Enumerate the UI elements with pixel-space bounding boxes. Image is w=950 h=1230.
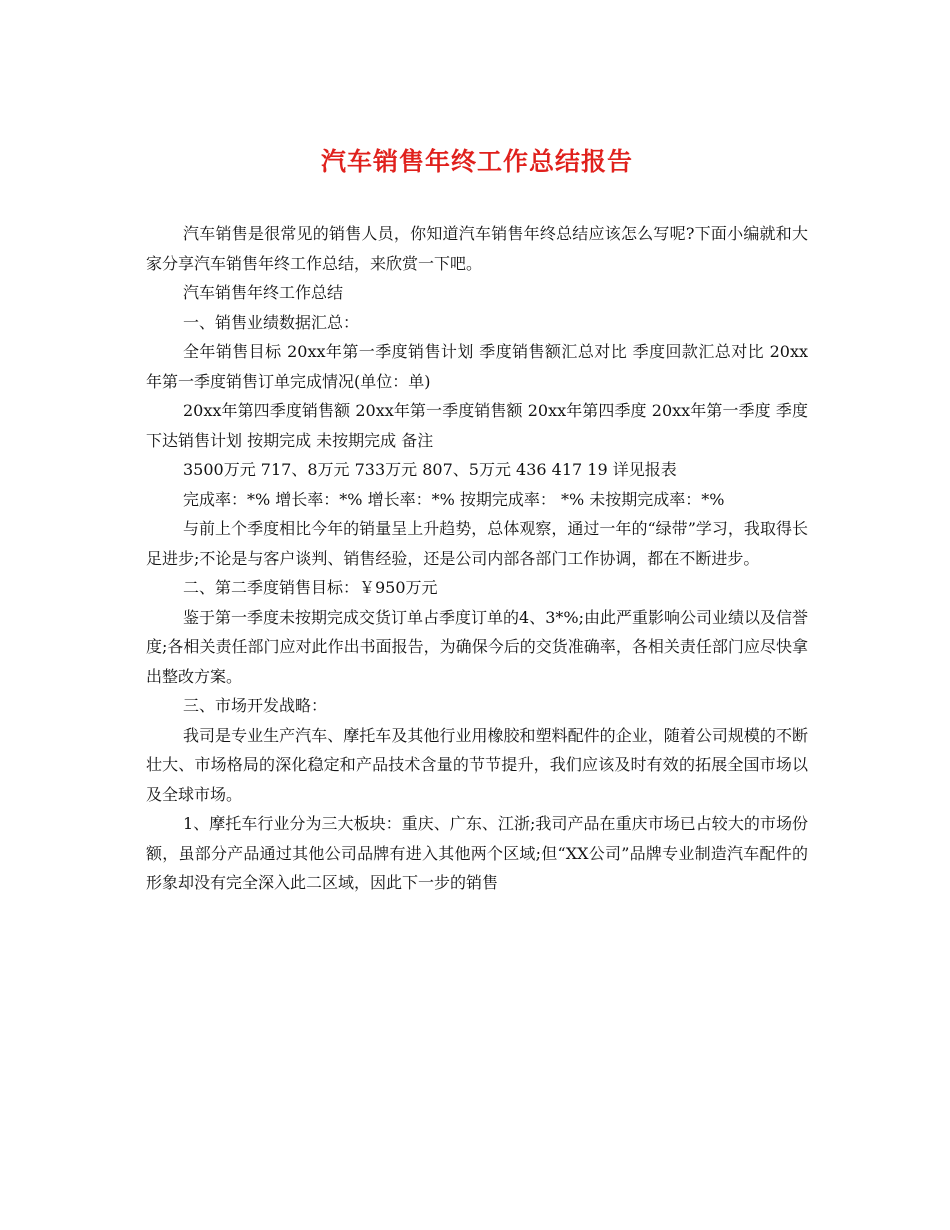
paragraph-table-header-2: 20xx年第四季度销售额 20xx年第一季度销售额 20xx年第四季度 20xx年第一季度 季度下达销售计划 按期完成 未按期完成 备注 <box>146 401 808 450</box>
paragraph-trend: 与前上个季度相比今年的销量呈上升趋势，总体观察，通过一年的“绿带”学习，我取得长足进步;不论是与客户谈判、销售经验，还是公司内部各部门工作协调，都在不断进步。 <box>146 519 808 568</box>
section-heading-2: 二、第二季度销售目标：￥950万元 <box>183 578 438 597</box>
paragraph-motorcycle: 1、摩托车行业分为三大板块：重庆、广东、江浙;我司产品在重庆市场已占较大的市场份额，虽部分产品通过其他公司品牌有进入其他两个区域;但“XX公司”品牌专业制造汽车配件的形象却没有完全深入此二区域，因此下一步的销售 <box>146 814 808 892</box>
paragraph-table-header-1: 全年销售目标 20xx年第一季度销售计划 季度销售额汇总对比 季度回款汇总对比 20xx年第一季度销售订单完成情况(单位：单) <box>146 342 808 391</box>
document-body <box>146 219 808 898</box>
paragraph-rates: 完成率：*% 增长率：*% 增长率：*% 按期完成率： *% 未按期完成率：*% <box>183 489 725 509</box>
document-page <box>146 0 808 1230</box>
paragraph-table-values: 3500万元 717、8万元 733万元 807、5万元 436 417 19 详见报表 <box>183 460 677 479</box>
section-heading-3: 三、市场开发战略： <box>183 696 328 715</box>
section-heading-1: 一、销售业绩数据汇总： <box>183 312 360 332</box>
paragraph-intro: 汽车销售是很常见的销售人员，你知道汽车销售年终总结应该怎么写呢?下面小编就和大家分享汽车销售年终工作总结，来欣赏一下吧。 <box>146 224 808 273</box>
paragraph-subtitle: 汽车销售年终工作总结 <box>183 283 344 302</box>
paragraph-company: 我司是专业生产汽车、摩托车及其他行业用橡胶和塑料配件的企业，随着公司规模的不断壮大、市场格局的深化稳定和产品技术含量的节节提升，我们应该及时有效的拓展全国市场以及全球市场。 <box>146 725 808 804</box>
document-title: 汽车销售年终工作总结报告 <box>320 147 633 176</box>
paragraph-delivery: 鉴于第一季度未按期完成交货订单占季度订单的4、3*%;由此严重影响公司业绩以及信誉度;各相关责任部门应对此作出书面报告，为确保今后的交货准确率，各相关责任部门应尽快拿出整改方案。 <box>146 607 808 686</box>
